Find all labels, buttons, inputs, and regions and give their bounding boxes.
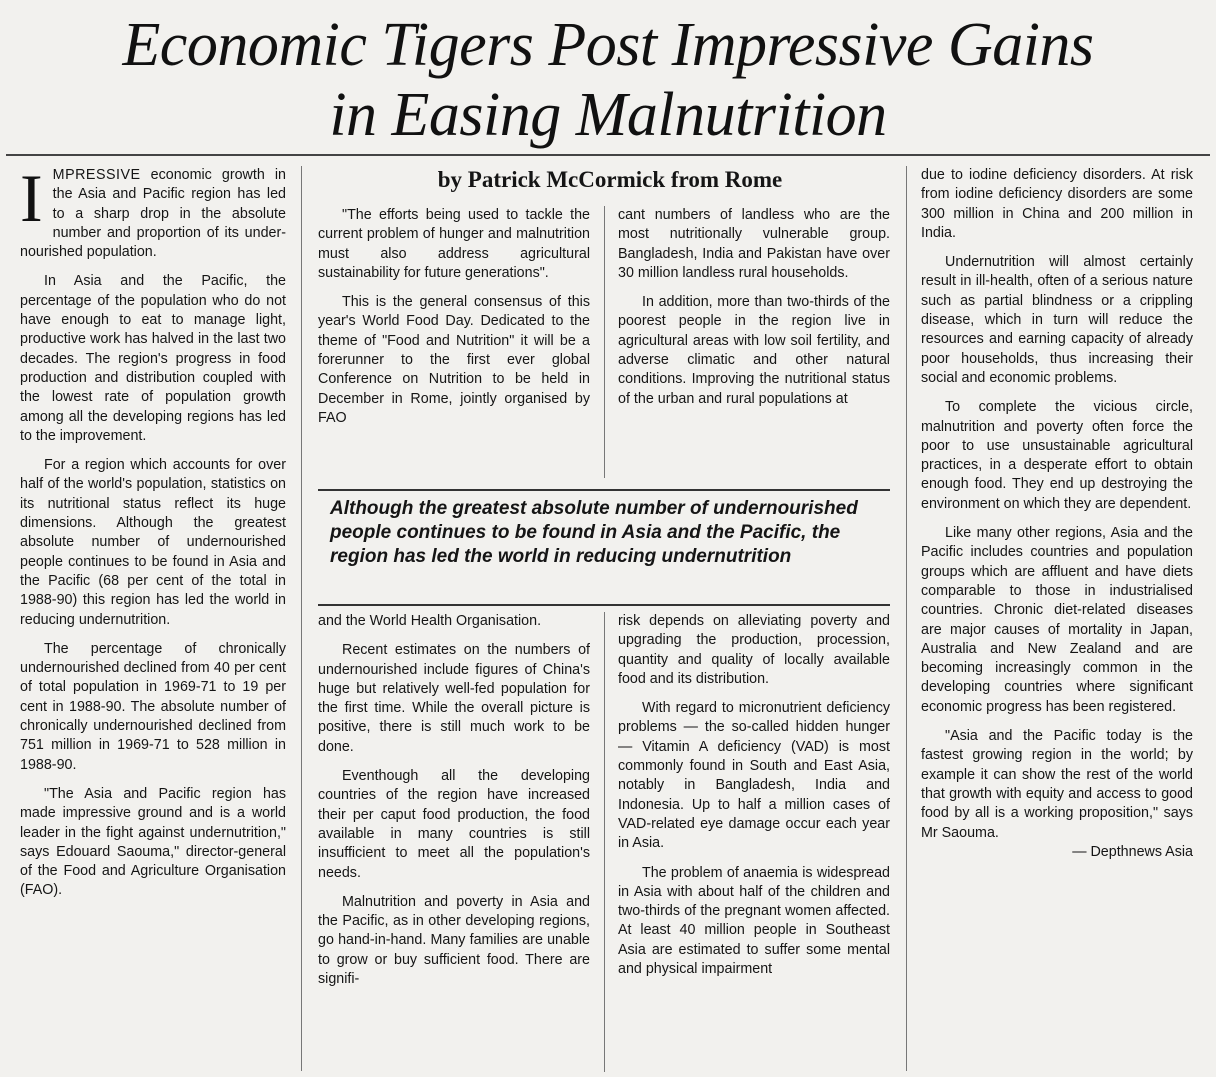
paragraph: The problem of anaemia is widespread in Asia with about half of the children and two-thirds of the pregnant women affected. At least 40 million people in Southeast Asia are estimated to suffer some mental and physical impairment <box>618 864 890 978</box>
paragraph: In Asia and the Pacific, the percentage of the population who do not have enough to eat to manage light, productive work has halved in the last two decades. The region's progress in food production and distribution coupled with the lowest rate of population growth among all the developing regions has led to the improvement. <box>20 273 286 444</box>
column-1 <box>20 166 286 1071</box>
paragraph: due to iodine deficiency disorders. At risk from iodine deficiency disorders are some 300 million in China and 200 million in India. <box>921 167 1193 241</box>
column-rule <box>604 612 605 1072</box>
paragraph: With regard to micronutrient deficiency problems — the so-called hidden hunger — Vitamin A deficiency (VAD) is most commonly found in South and East Asia, notably in Bangladesh, India and Indonesia. Up to half a million cases of VAD-related eye damage occur each year in Asia. <box>618 700 890 852</box>
column-2-bottom <box>318 612 590 1072</box>
credit-line: — Depthnews Asia <box>1072 843 1193 860</box>
column-2-top <box>318 206 590 478</box>
paragraph <box>20 166 286 262</box>
paragraph-text: economic growth in the Asia and Pacific region has led to a sharp drop in the absolute number and proportion of its under-nourished population. <box>20 167 286 261</box>
headline-line-1: Economic Tigers Post Impressive Gains <box>122 11 1094 79</box>
paragraph: Recent estimates on the numbers of undernourished include figures of China's huge but relatively well-fed population for the first time. While the overall picture is positive, there is still much work to be done. <box>318 642 590 755</box>
drop-cap: I <box>20 166 43 236</box>
paragraph: For a region which accounts for over half of the world's population, statistics on its nutritional status reflect its huge dimensions. Although the greatest absolute number of undernourished people continues to be found in Asia and the Pacific (68 per cent of the total in 1988-90) this region has led the world in reducing undernutrition. <box>20 457 286 628</box>
paragraph: This is the general consensus of this year's World Food Day. Dedicated to the theme of "Food and Nutrition" it will be a forerunner to the first ever global Conference on Nutrition to be held in December in Rome, jointly organised by FAO <box>318 294 590 426</box>
paragraph: "Asia and the Pacific today is the fastest growing region in the world; by example it can show the rest of the world that growth with equity and access to good food by all is a working proposition," says Mr Saouma. <box>921 728 1193 841</box>
paragraph: In addition, more than two-thirds of the poorest people in the region live in agricultural areas with low soil fertility, and adverse climatic and other natural conditions. Improving the nutritional status of the urban and rural populations at <box>618 294 890 407</box>
paragraph: and the World Health Organisation. <box>318 613 542 629</box>
column-rule <box>906 166 907 1071</box>
paragraph: "The Asia and Pacific region has made impressive ground and is a world leader in the fight against undernutrition," says Edouard Saouma," director-general of the Food and Agriculture Organisation (FAO). <box>20 785 286 899</box>
headline-line-2: in Easing Malnutrition <box>329 81 887 149</box>
paragraph: Like many other regions, Asia and the Pacific includes countries and population groups which are affluent and have diets comparable to those in industrialised countries. Chronic diet-related diseases are major causes of mortality in Japan, Australia and New Zealand and are becoming increasingly common in the developing countries where significant economic progress has been registered. <box>921 525 1193 715</box>
column-3-bottom <box>618 612 890 1072</box>
column-4 <box>921 166 1193 1071</box>
column-rule <box>604 206 605 478</box>
pullquote-rule-top <box>318 489 890 491</box>
lead-in: MPRESSIVE <box>52 167 141 183</box>
pullquote: Although the greatest absolute number of undernourished people continues to be found in Asia and the Pacific, the region has led the world in reducing undernutrition <box>330 498 858 567</box>
paragraph: cant numbers of landless who are the most nutritionally vulnerable group. Bangladesh, India and Pakistan have over 30 million landless rural households. <box>618 207 890 281</box>
paragraph: Undernutrition will almost certainly result in ill-health, often of a serious nature such as partial blindness or a crippling disease, which in turn will reduce the resources and earning capacity of already poor households, thus increasing their social and economic problems. <box>921 254 1193 386</box>
column-rule <box>301 166 302 1071</box>
paragraph: "The efforts being used to tackle the current problem of hunger and malnutrition must also address agricultural sustainability for future generations". <box>318 207 590 281</box>
headline-rule <box>6 154 1210 156</box>
byline: by Patrick McCormick from Rome <box>437 167 783 192</box>
paragraph: Eventhough all the developing countries of the region have increased their per caput food production, the food available in many countries is still insufficient to meet all the population's needs. <box>318 768 590 881</box>
paragraph: risk depends on alleviating poverty and upgrading the production, procession, quantity and quality of locally available food and its distribution. <box>618 613 890 687</box>
paragraph: The percentage of chronically undernourished declined from 40 per cent of total population in 1969-71 to 19 per cent in 1988-90. The absolute number of chronically undernourished declined from 751 million in 1969-71 to 528 million in 1988-90. <box>20 640 286 773</box>
paragraph: Malnutrition and poverty in Asia and the Pacific, as in other developing regions, go hand-in-hand. Many families are unable to grow or buy sufficient food. There are signifi- <box>318 893 590 988</box>
headline <box>0 10 1216 150</box>
paragraph: To complete the vicious circle, malnutrition and poverty often force the poor to use unsustainable agricultural practices, in a desperate effort to obtain enough food. They end up destroying the environment on which they are dependent. <box>921 399 1193 512</box>
column-3-top <box>618 206 890 478</box>
pullquote-rule-bottom <box>318 604 890 606</box>
